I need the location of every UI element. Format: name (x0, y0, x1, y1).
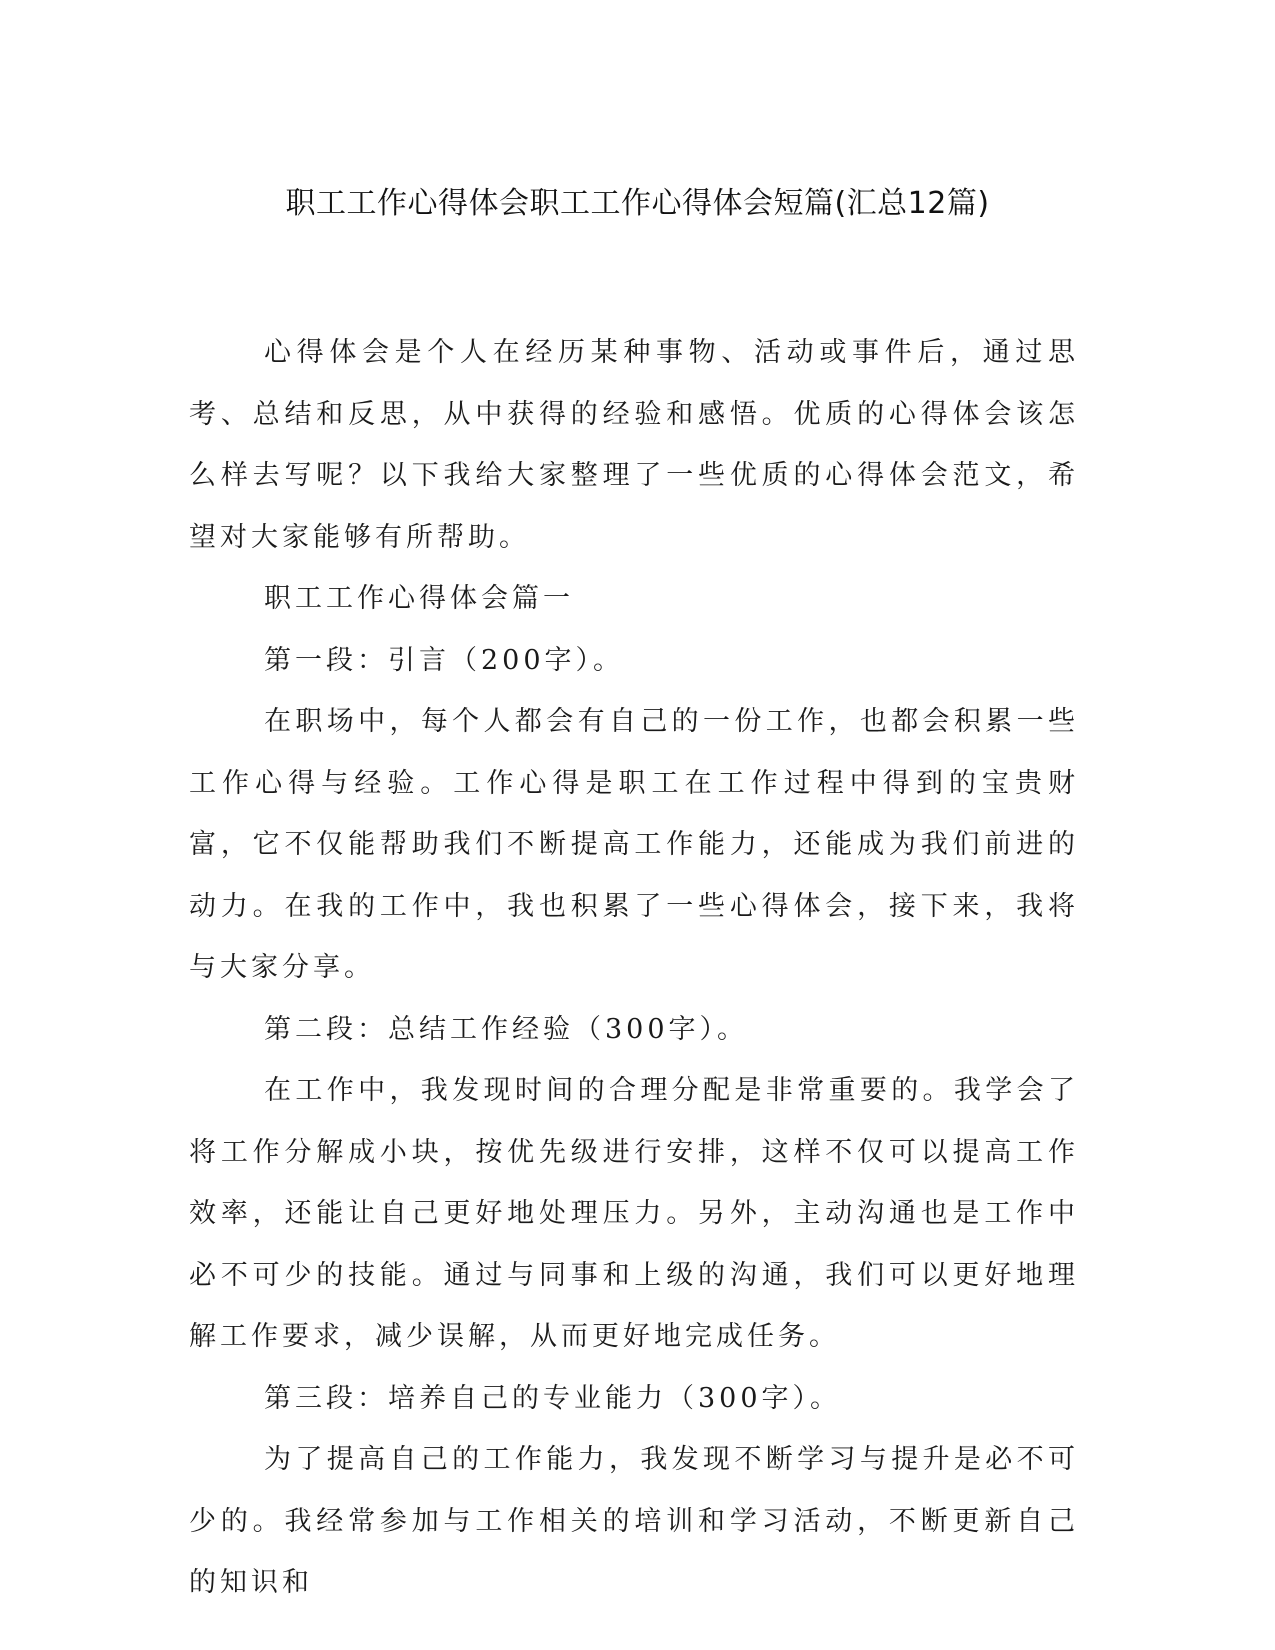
paragraph-part-two: 在工作中，我发现时间的合理分配是非常重要的。我学会了将工作分解成小块，按优先级进行安排，这样不仅可以提高工作效率，还能让自己更好地处理压力。另外，主动沟通也是工作中必不可少的技能。通过与同事和上级的沟通，我们可以更好地理解工作要求，减少误解，从而更好地完成任务。 (189, 1075, 1079, 1352)
paragraph-intro: 心得体会是个人在经历某种事物、活动或事件后，通过思考、总结和反思，从中获得的经验和感悟。优质的心得体会该怎么样去写呢？以下我给大家整理了一些优质的心得体会范文，希望对大家能够有所帮助。 (189, 337, 1079, 553)
paragraph-part-three: 为了提高自己的工作能力，我发现不断学习与提升是必不可少的。我经常参加与工作相关的培训和学习活动，不断更新自己的知识和 (189, 1444, 1079, 1598)
document-body (189, 322, 1079, 1614)
document-title: 职工工作心得体会职工工作心得体会短篇(汇总12篇) (285, 186, 990, 221)
section-heading-article-one: 职工工作心得体会篇一 (264, 583, 574, 614)
subheading-part-three: 第三段：培养自己的专业能力（300字）。 (264, 1382, 842, 1414)
subheading-part-one: 第一段：引言（200字）。 (264, 644, 625, 676)
paragraph-part-one: 在职场中，每个人都会有自己的一份工作，也都会积累一些工作心得与经验。工作心得是职工在工作过程中得到的宝贵财富，它不仅能帮助我们不断提高工作能力，还能成为我们前进的动力。在我的工作中，我也积累了一些心得体会，接下来，我将与大家分享。 (189, 706, 1079, 983)
subheading-part-two: 第二段：总结工作经验（300字）。 (264, 1013, 749, 1045)
